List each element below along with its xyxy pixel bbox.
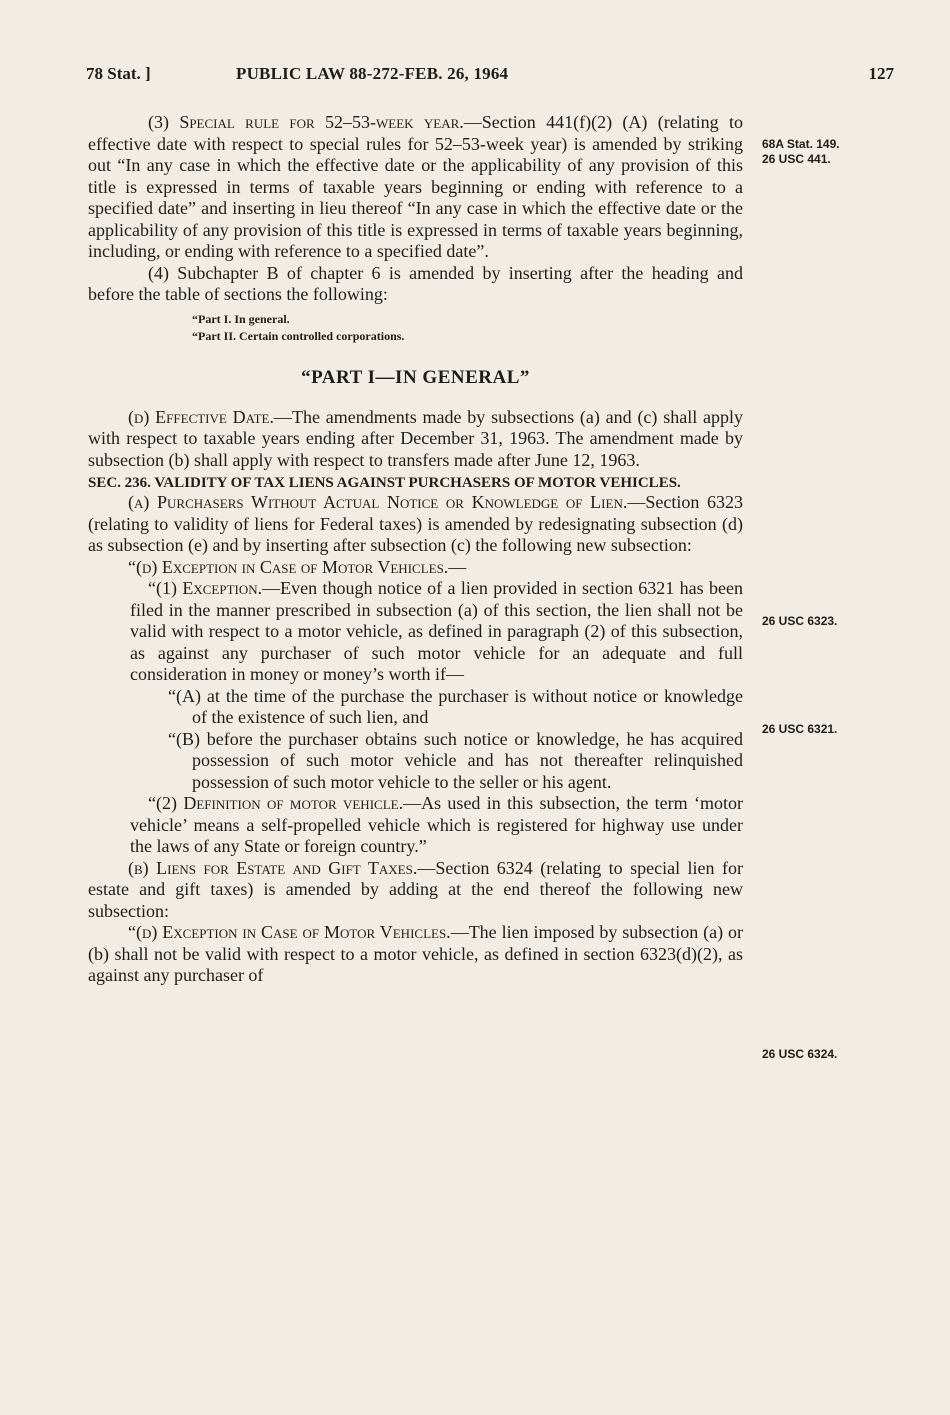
clause-a: “(A) at the time of the purchase the purchaser is without notice or knowledge of the existence of such lien, and: [168, 685, 743, 727]
inserted-subsection-d-estate: “(d) Exception in Case of Motor Vehicles.—The lien imposed by subsection (a) or (b) shall not be valid with respect to a motor vehicle, as defined in section 6323(d)(2), as against any purchaser of: [88, 922, 743, 985]
page-number: 127: [868, 64, 894, 83]
running-header: [86, 64, 894, 88]
subsection-d: (d) Effective Date.—The amendments made by subsections (a) and (c) shall apply with respect to taxable years ending after December 31, 1963. The amendment made by subsection (b) shall apply with respect to transfers made after June 12, 1963.: [88, 406, 743, 470]
part-heading: “PART I—IN GENERAL”: [301, 366, 530, 388]
margin-note: 26 USC 6324.: [762, 1047, 838, 1061]
toc-item: “Part II. Certain controlled corporations.: [192, 328, 405, 343]
toc-item: “Part I. In general.: [192, 311, 290, 326]
clause-b: “(B) before the purchaser obtains such notice or knowledge, he has acquired possession of such motor vehicle and has not thereafter relinquished possession of such motor vehicle to the seller or his agent.: [168, 728, 743, 792]
paragraph-1-exception: “(1) Exception.—Even though notice of a lien provided in section 6321 has been filed in the manner prescribed in subsection (a) of this section, the lien shall not be valid with respect to a motor vehicle, as defined in paragraph (2) of this subsection, as against any purchaser of such motor vehicle for an adequate and full consideration in money or money’s worth if—: [130, 578, 744, 684]
statute-volume: 78 Stat. ]: [86, 64, 151, 83]
margin-note: 26 USC 6321.: [762, 722, 838, 736]
subsection-b: (b) Liens for Estate and Gift Taxes.—Section 6324 (relating to special lien for estate and gift taxes) is amended by adding at the end thereof the following new subsection:: [88, 857, 743, 921]
paragraph-4: (4) Subchapter B of chapter 6 is amended by inserting after the heading and before the table of sections the following:: [88, 262, 743, 304]
section-heading: SEC. 236. VALIDITY OF TAX LIENS AGAINST PURCHASERS OF MOTOR VEHICLES.: [88, 475, 681, 491]
paragraph-2-definition: “(2) Definition of motor vehicle.—As used in this subsection, the term ‘motor vehicle’ means a self-propelled vehicle which is registered for highway use under the laws of any State or foreign country.”: [130, 793, 743, 856]
main-text: [88, 112, 743, 987]
margin-note: 68A Stat. 149. 26 USC 441.: [762, 137, 840, 166]
subsection-a: (a) Purchasers Without Actual Notice or Knowledge of Lien.—Section 6323 (relating to validity of liens for Federal taxes) is amended by redesignating subsection (d) as subsection (e) and by inserting after subsection (c) the following new subsection:: [88, 492, 743, 555]
law-title: PUBLIC LAW 88-272-FEB. 26, 1964: [236, 64, 509, 83]
table-of-parts: [192, 311, 743, 345]
paragraph-3: (3) Special rule for 52–53-week year.—Section 441(f)(2) (A) (relating to effective date with respect to special rules for 52–53-week year) is amended by striking out “In any case in which the effective date or the applicability of any provision of this title is expressed in terms of taxable years beginning or ending with reference to a specified date” and inserting in lieu thereof “In any case in which the effective date or the applicability of any provision of this title is expressed in terms of taxable years beginning, including, or ending with reference to a specified date”.: [88, 112, 743, 261]
inserted-subsection-d-heading: “(d) Exception in Case of Motor Vehicles.—: [128, 556, 467, 577]
margin-note: 26 USC 6323.: [762, 614, 838, 628]
